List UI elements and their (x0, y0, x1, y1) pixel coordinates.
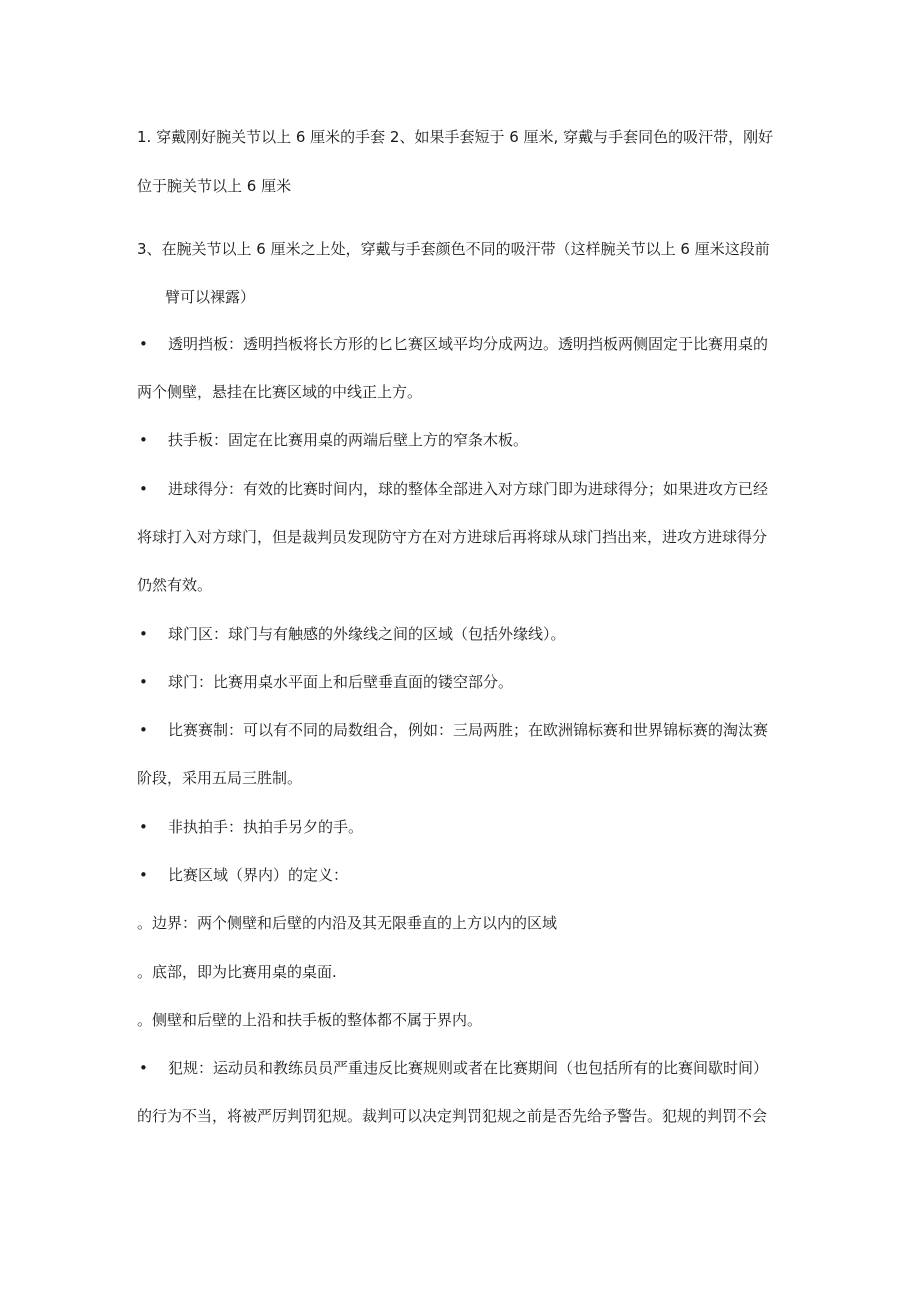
paragraph-line: 臂可以裸露） (165, 288, 256, 306)
bullet-item (137, 430, 797, 450)
bullet-item (137, 1058, 797, 1078)
sub-item-line: 。侧壁和后壁的上沿和扶手板的整体都不属于界内。 (137, 1011, 483, 1029)
bullet-text: 透明挡板：透明挡板将长方形的匕匕赛区域平均分成两边。透明挡板两侧固定于比赛用桌的 (168, 335, 769, 353)
paragraph-line: 阶段，采用五局三胜制。 (137, 769, 303, 787)
bullet-item (137, 479, 797, 499)
bullet-item (137, 672, 797, 692)
bullet-icon: • (139, 673, 148, 691)
bullet-icon: • (139, 480, 148, 498)
paragraph-line: 的行为不当，将被严厉判罚犯规。裁判可以决定判罚犯规之前是否先给予警告。犯规的判罚不会 (137, 1107, 768, 1125)
sub-item-line: 。底部，即为比赛用桌的桌面. (137, 963, 337, 981)
bullet-text: 球门区：球门与有触感的外缘线之间的区域（包括外缘线）。 (168, 625, 566, 643)
sub-item-line: 。边界：两个侧壁和后壁的内沿及其无限垂直的上方以内的区域 (137, 914, 558, 932)
bullet-text: 扶手板：固定在比赛用桌的两端后壁上方的窄条木板。 (168, 431, 529, 449)
bullet-icon: • (139, 625, 148, 643)
bullet-item (137, 334, 797, 354)
bullet-icon: • (139, 335, 148, 353)
bullet-icon: • (139, 721, 148, 739)
bullet-icon: • (139, 1059, 148, 1077)
bullet-item (137, 865, 797, 885)
bullet-item (137, 624, 797, 644)
bullet-icon: • (139, 818, 148, 836)
bullet-icon: • (139, 866, 148, 884)
bullet-text: 非执拍手：执拍手另夕的手。 (168, 818, 364, 836)
paragraph-line: 两个侧壁，悬挂在比赛区域的中线正上方。 (137, 383, 423, 401)
bullet-item (137, 817, 797, 837)
bullet-text: 进球得分：有效的比赛时间内，球的整体全部进入对方球门即为进球得分；如果进攻方已经 (168, 480, 769, 498)
paragraph-line: 3、在腕关节以上 6 厘米之上处，穿戴与手套颜色不同的吸汗带（这样腕关节以上 6 厘米这段前 (137, 240, 770, 258)
bullet-text: 球门：比赛用桌水平面上和后壁垂直面的镂空部分。 (168, 673, 514, 691)
bullet-text: 犯规：运动员和教练员员严重违反比赛规则或者在比赛期间（也包括所有的比赛间歇时间） (168, 1059, 769, 1077)
bullet-text: 比赛区域（界内）的定义： (168, 866, 349, 884)
bullet-item (137, 720, 797, 740)
bullet-text: 比赛赛制：可以有不同的局数组合，例如：三局两胜；在欧洲锦标赛和世界锦标赛的淘汰赛 (168, 721, 769, 739)
paragraph-line: 位于腕关节以上 6 厘米 (137, 177, 292, 195)
paragraph-line: 将球打入对方球门，但是裁判员发现防守方在对方进球后再将球从球门挡出来，进攻方进球得分 (137, 528, 768, 546)
paragraph-line: 1. 穿戴刚好腕关节以上 6 厘米的手套 2、如果手套短于 6 厘米, 穿戴与手套同色的吸汗带，刚好 (137, 128, 774, 146)
bullet-icon: • (139, 431, 148, 449)
paragraph-line: 仍然有效。 (137, 576, 213, 594)
